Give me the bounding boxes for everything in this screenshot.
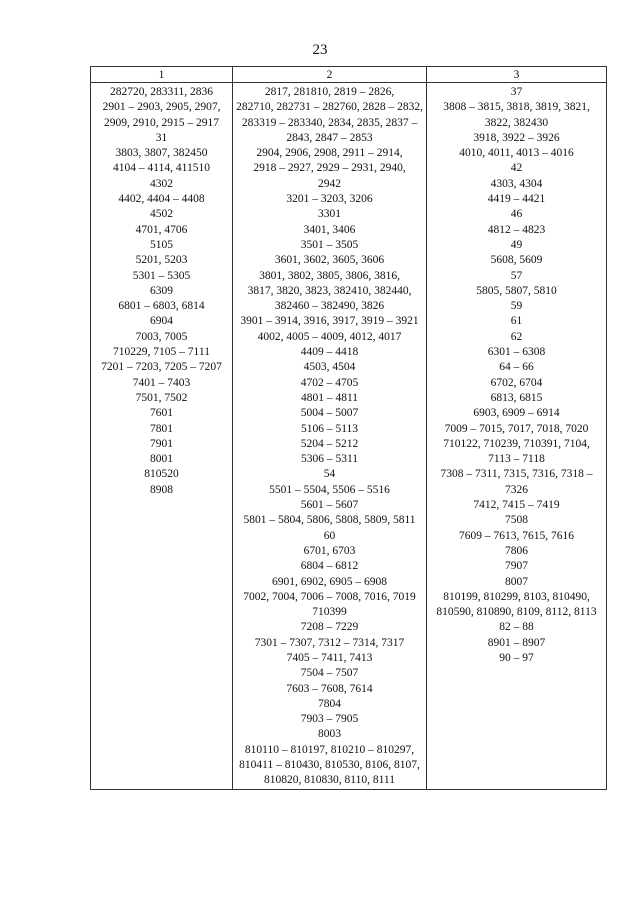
code-line: 6901, 6902, 6905 – 6908	[272, 575, 387, 588]
code-line: 5204 – 5212	[300, 437, 359, 450]
code-line: 3801, 3802, 3805, 3806, 3816,	[259, 269, 400, 282]
code-line: 4502	[150, 208, 173, 221]
code-line: 7201 – 7203, 7205 – 7207	[101, 361, 222, 374]
code-line: 6903, 6909 – 6914	[473, 407, 560, 420]
code-line: 7326	[505, 483, 528, 496]
code-line: 7113 – 7118	[488, 453, 545, 466]
code-line: 810199, 810299, 8103, 810490,	[443, 590, 590, 603]
code-line: 2901 – 2903, 2905, 2907,	[102, 101, 221, 114]
code-line: 4702 – 4705	[300, 376, 359, 389]
code-line: 54	[323, 468, 336, 481]
code-line: 282720, 283311, 2836	[109, 86, 214, 98]
code-line: 2918 – 2927, 2929 – 2931, 2940,	[253, 162, 406, 175]
code-line: 82 – 88	[499, 621, 534, 634]
code-line: 60	[323, 529, 336, 542]
column-2-cell	[233, 83, 427, 790]
code-line: 61	[510, 315, 523, 328]
code-line: 4402, 4404 – 4408	[118, 193, 205, 206]
code-line: 7901	[150, 437, 173, 450]
code-line: 7508	[505, 514, 528, 527]
code-line: 7208 – 7229	[300, 621, 359, 634]
code-line: 6309	[150, 284, 173, 297]
code-line: 3918, 3922 – 3926	[473, 131, 560, 144]
code-line: 5805, 5807, 5810	[476, 284, 557, 297]
code-line: 5301 – 5305	[132, 269, 191, 282]
code-line: 7806	[505, 544, 528, 557]
code-line: 7308 – 7311, 7315, 7316, 7318 –	[440, 468, 593, 481]
code-line: 4010, 4011, 4013 – 4016	[459, 147, 574, 160]
code-line: 5106 – 5113	[300, 422, 359, 435]
code-line: 37	[510, 86, 523, 98]
code-line: 4409 – 4418	[300, 346, 359, 359]
code-line: 7405 – 7411, 7413	[286, 651, 373, 664]
code-line: 282710, 282731 – 282760, 2828 – 2832,	[236, 101, 423, 114]
code-line: 7501, 7502	[135, 391, 188, 404]
code-line: 3901 – 3914, 3916, 3917, 3919 – 3921	[240, 315, 419, 328]
code-line: 3201 – 3203, 3206	[286, 193, 373, 206]
code-line: 4104 – 4114, 411510	[113, 162, 210, 175]
code-line: 7804	[318, 697, 341, 710]
column-header-1: 1	[91, 67, 233, 83]
header-row	[91, 67, 607, 83]
code-line: 7504 – 7507	[300, 667, 359, 680]
page-number: 23	[312, 42, 328, 58]
code-line: 3803, 3807, 382450	[115, 147, 208, 160]
code-line: 8003	[318, 728, 341, 741]
code-line: 64 – 66	[499, 361, 534, 374]
code-line: 7401 – 7403	[132, 376, 191, 389]
code-line: 6804 – 6812	[300, 560, 359, 573]
code-line: 2817, 281810, 2819 – 2826,	[264, 86, 395, 98]
code-line: 5501 – 5504, 5506 – 5516	[269, 483, 390, 496]
code-line: 710229, 7105 – 7111	[113, 346, 210, 359]
code-line: 4812 – 4823	[487, 223, 546, 236]
code-line: 810590, 810890, 8109, 8112, 8113	[436, 606, 597, 619]
code-line: 6801 – 6803, 6814	[118, 300, 205, 313]
code-line: 7412, 7415 – 7419	[473, 499, 560, 512]
code-line: 3822, 382430	[484, 116, 549, 129]
code-line: 810411 – 810430, 810530, 8106, 8107,	[239, 759, 420, 772]
code-line: 3817, 3820, 3823, 382410, 382440,	[247, 284, 412, 297]
code-line: 5306 – 5311	[300, 453, 359, 466]
code-line: 3401, 3406	[303, 223, 356, 236]
code-line: 5801 – 5804, 5806, 5808, 5809, 5811	[243, 514, 416, 527]
code-line: 3601, 3602, 3605, 3606	[274, 254, 385, 267]
code-line: 4801 – 4811	[300, 391, 359, 404]
code-line: 90 – 97	[499, 651, 534, 664]
code-line: 42	[510, 162, 523, 175]
code-line: 5601 – 5607	[300, 499, 359, 512]
code-line: 4303, 4304	[490, 177, 543, 190]
code-line: 7601	[150, 407, 173, 420]
table-row	[91, 83, 607, 790]
code-line: 382460 – 382490, 3826	[274, 300, 385, 313]
code-line: 7801	[150, 422, 173, 435]
code-line: 810820, 810830, 8110, 8111	[264, 774, 395, 787]
code-line: 2942	[318, 177, 341, 190]
code-line: 7003, 7005	[135, 330, 188, 343]
code-line: 3501 – 3505	[300, 238, 359, 251]
code-line: 6702, 6704	[490, 376, 543, 389]
code-line: 710122, 710239, 710391, 7104,	[443, 437, 590, 450]
code-line: 710399	[312, 606, 347, 619]
code-line: 7002, 7004, 7006 – 7008, 7016, 7019	[243, 590, 416, 603]
code-line: 7903 – 7905	[300, 713, 359, 726]
code-line: 810520	[144, 468, 179, 481]
column-header-3: 3	[427, 67, 607, 83]
code-line: 6301 – 6308	[487, 346, 546, 359]
code-table	[90, 66, 607, 790]
code-line: 6813, 6815	[490, 391, 543, 404]
code-line: 5004 – 5007	[300, 407, 359, 420]
code-line: 4002, 4005 – 4009, 4012, 4017	[257, 330, 402, 343]
code-line: 7301 – 7307, 7312 – 7314, 7317	[254, 636, 405, 649]
code-line: 4302	[150, 177, 173, 190]
code-line: 810110 – 810197, 810210 – 810297,	[244, 743, 415, 756]
code-line: 7609 – 7613, 7615, 7616	[459, 529, 574, 542]
code-line: 8901 – 8907	[487, 636, 546, 649]
code-line: 57	[510, 269, 523, 282]
code-line: 6701, 6703	[303, 544, 356, 557]
code-line: 3808 – 3815, 3818, 3819, 3821,	[443, 101, 590, 114]
code-line: 7907	[505, 560, 528, 573]
code-line: 2909, 2910, 2915 – 2917	[104, 116, 219, 129]
code-line: 7009 – 7015, 7017, 7018, 7020	[444, 422, 589, 435]
code-line: 31	[155, 131, 168, 144]
code-line: 49	[510, 238, 523, 251]
code-line: 5201, 5203	[135, 254, 188, 267]
code-line: 4503, 4504	[303, 361, 356, 374]
code-line: 2904, 2906, 2908, 2911 – 2914,	[256, 147, 403, 160]
code-line: 7603 – 7608, 7614	[286, 682, 373, 695]
code-line: 5608, 5609	[490, 254, 543, 267]
code-line: 46	[510, 208, 523, 221]
column-header-2: 2	[233, 67, 427, 83]
code-line: 59	[510, 300, 523, 313]
code-line: 2843, 2847 – 2853	[286, 131, 373, 144]
code-line: 8007	[505, 575, 528, 588]
column-1-cell	[91, 83, 233, 790]
code-line: 8001	[150, 453, 173, 466]
column-3-cell	[427, 83, 607, 790]
code-line: 62	[510, 330, 523, 343]
code-line: 4419 – 4421	[487, 193, 546, 206]
code-line: 4701, 4706	[135, 223, 188, 236]
code-line: 6904	[150, 315, 173, 328]
code-line: 3301	[318, 208, 341, 221]
code-line: 5105	[150, 238, 173, 251]
code-line: 283319 – 283340, 2834, 2835, 2837 –	[241, 116, 418, 129]
code-line: 8908	[150, 483, 173, 496]
